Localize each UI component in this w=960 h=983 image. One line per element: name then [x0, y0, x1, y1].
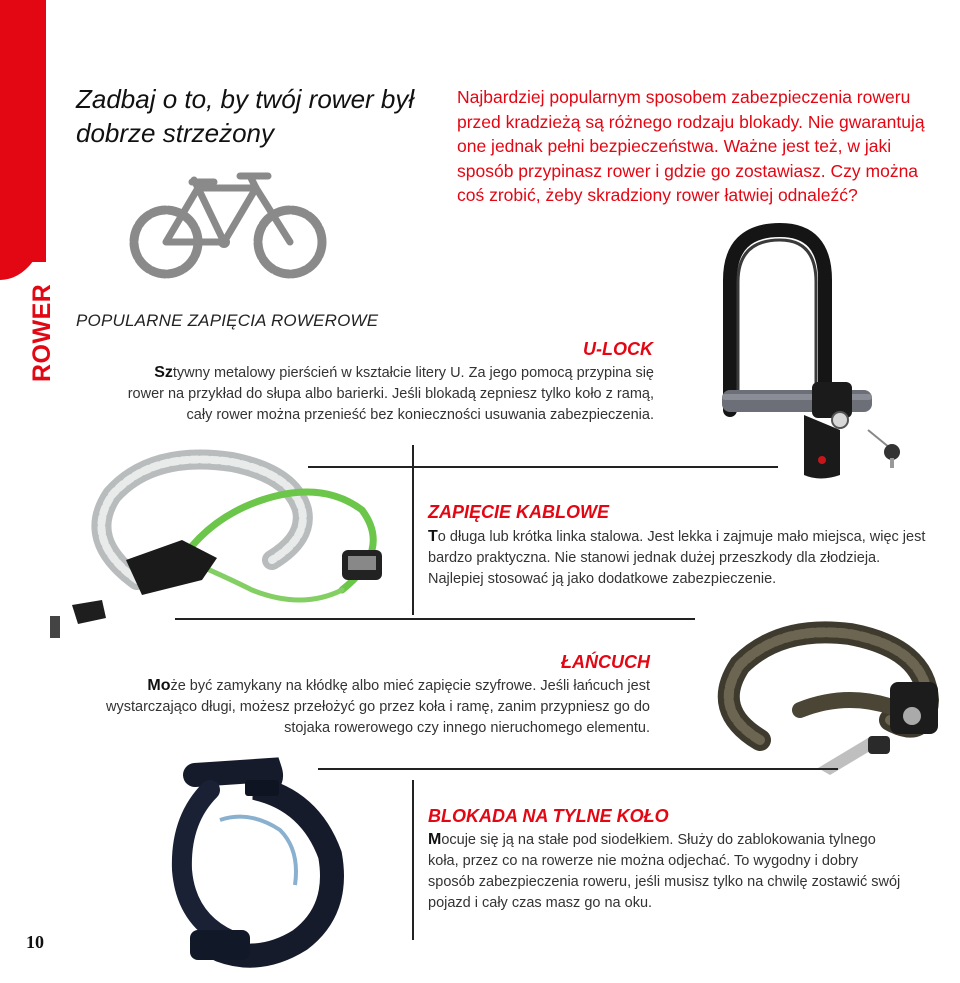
chain-lead: Mo	[147, 677, 171, 694]
side-tab-curve	[0, 218, 46, 280]
ulock-text	[120, 362, 654, 426]
cable-heading: ZAPIĘCIE KABLOWE	[428, 502, 610, 522]
ulock-body: tywny metalowy pierścień w kształcie litery U. Za jego pomocą przypina się rower na przykład do słupa albo barierki. Jeśli blokadą zepniesz tylko koło z ramą, cały rower można przenieść bez konieczności usuwania zabezpieczenia.	[127, 365, 654, 423]
u-lock-photo	[700, 220, 920, 490]
page-title: Zadbaj o to, by twój rower był dobrze strzeżony	[76, 84, 415, 148]
side-tab-label: ROWER	[28, 283, 56, 382]
chain-heading: ŁAŃCUCH	[561, 652, 650, 672]
cable-lock-photo	[42, 440, 412, 645]
section-heading: POPULARNE ZAPIĘCIA ROWEROWE	[76, 311, 379, 330]
bicycle-icon	[128, 170, 328, 280]
frame-lock-photo	[150, 760, 365, 970]
frame-lock-text	[428, 829, 908, 914]
ulock-heading: U-LOCK	[583, 339, 653, 359]
divider-line-vertical	[412, 780, 414, 940]
frame-lock-body: ocuje się ją na stałe pod siodełkiem. Służy do zablokowania tylnego koła, przez co na rowerze nie można odjechać. To wygodny i dobry sposób zabezpieczenia roweru, jeśli musisz tylko na chwilę zostawić swój pojazd i cały czas masz go na oku.	[428, 832, 901, 911]
frame-lock-lead: M	[428, 831, 442, 848]
ulock-lead: Sz	[154, 364, 173, 381]
cable-lead: T	[428, 528, 438, 545]
chain-text	[100, 675, 650, 739]
intro-text: Najbardziej popularnym sposobem zabezpieczenia roweru przed kradzieżą są różnego rodzaju blokady. Nie gwarantują one jednak pełni bezpieczeństwa. Ważne jest też, w jaki sposób przypinasz rower i gdzie go zostawiasz. Czy można coś zrobić, żeby skradziony rower łatwiej odnaleźć?	[457, 87, 925, 205]
cable-text	[428, 526, 938, 590]
divider-line	[318, 768, 838, 770]
divider-line	[175, 618, 695, 620]
chain-body: że być zamykany na kłódkę albo mieć zapięcie szyfrowe. Jeśli łańcuch jest wystarczająco długi, możesz przełożyć go przez koła i ramę, zanim przypniesz go do stojaka rowerowego czy innego nieruchomego elementu.	[106, 678, 650, 736]
cable-body: o długa lub krótka linka stalowa. Jest lekka i zajmuje mało miejsca, więc jest bardzo praktyczna. Nie stanowi jednak dużej przeszkody dla złodzieja. Najlepiej stosować ją jako dodatkowe zabezpieczenie.	[428, 529, 926, 587]
chain-lock-photo	[700, 620, 945, 805]
divider-line-vertical	[412, 445, 414, 615]
page-number: 10	[26, 932, 44, 952]
frame-lock-heading: BLOKADA NA TYLNE KOŁO	[428, 806, 669, 826]
